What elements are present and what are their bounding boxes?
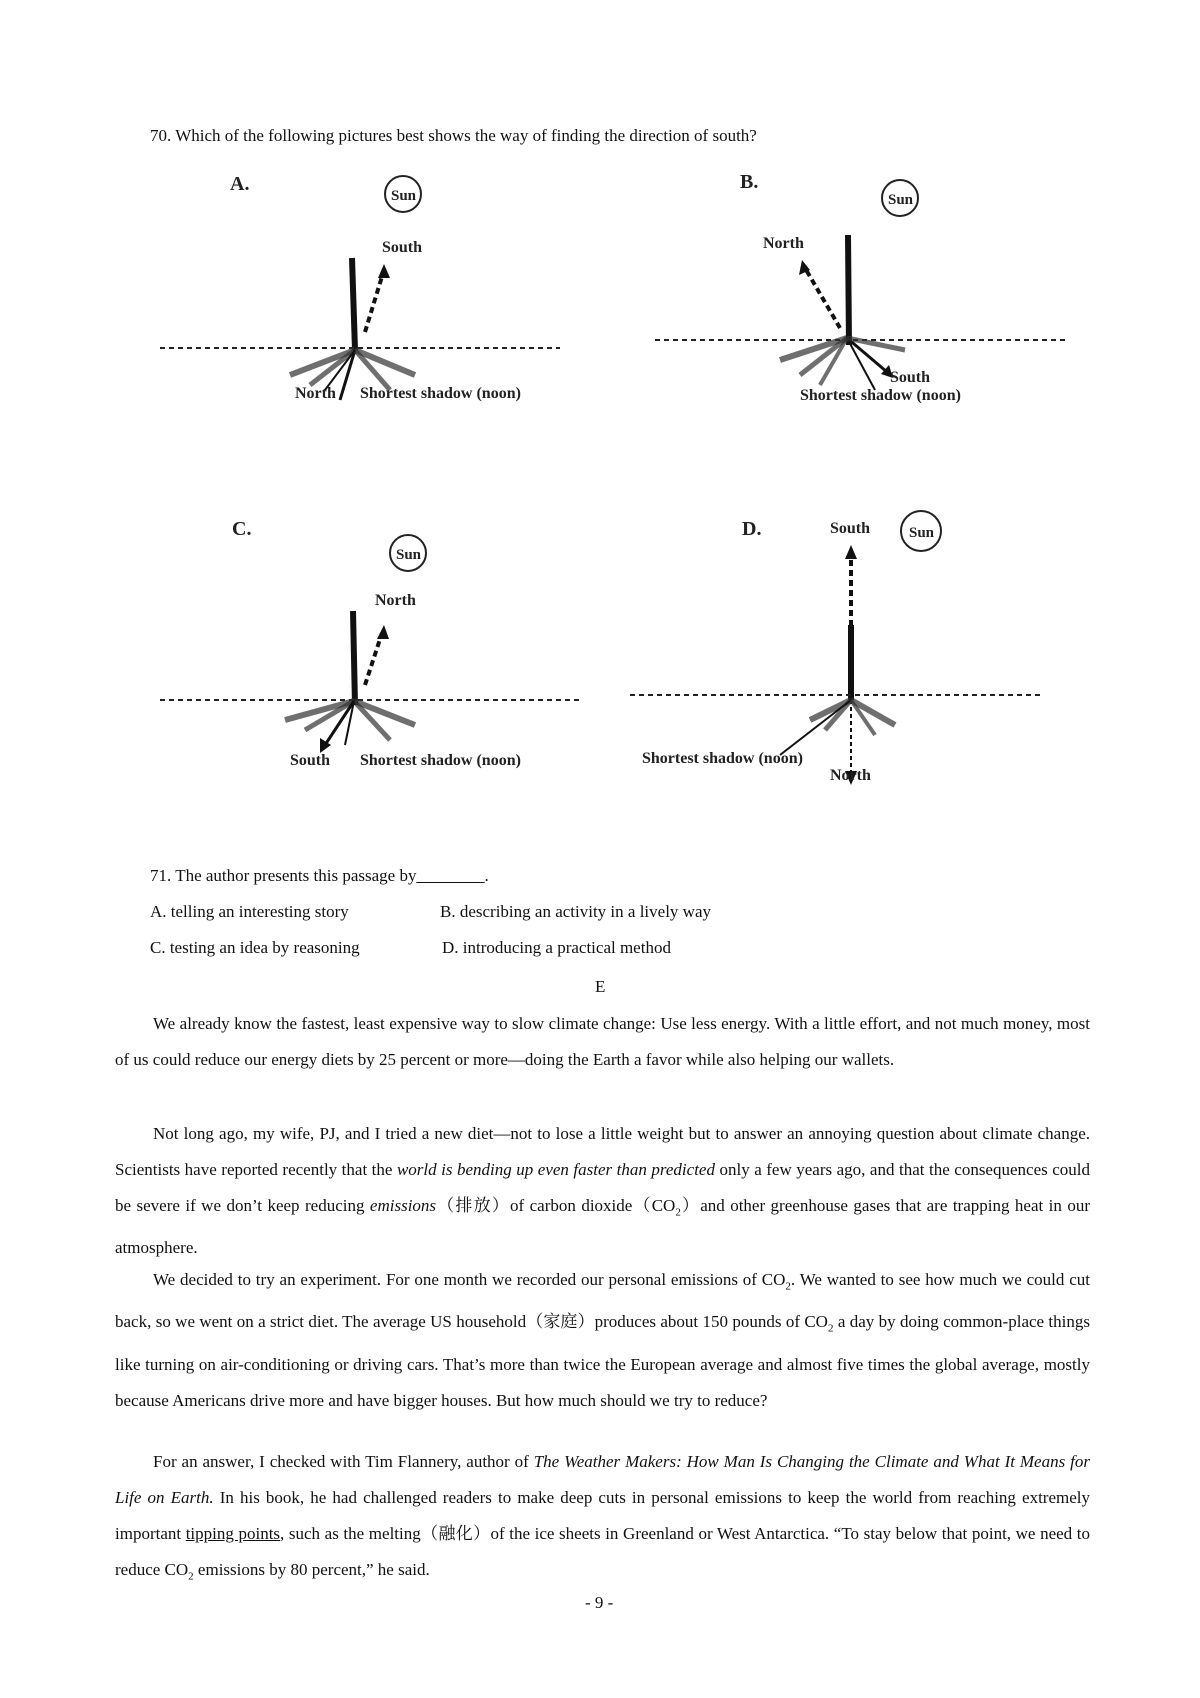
diagram-c	[160, 505, 580, 785]
question-71-blank: ________	[416, 866, 485, 885]
paragraph-3-text-1: We decided to try an experiment. For one month we recorded our personal emissions of CO	[153, 1270, 786, 1289]
paragraph-3-sub-2: 2	[827, 1322, 834, 1335]
paragraph-4-sub: 2	[188, 1570, 194, 1583]
question-71-option-d: D. introducing a practical method	[442, 938, 671, 957]
diagram-b	[655, 160, 1075, 440]
paragraph-4	[115, 1444, 1090, 1594]
diagram-d-arrow-label: South	[830, 520, 871, 537]
diagram-c-shadow-label: Shortest shadow (noon)	[360, 752, 521, 769]
paragraph-4-text-4: emissions by 80 percent,” he said.	[193, 1560, 430, 1579]
paragraph-1	[115, 1006, 1090, 1078]
section-heading: E	[595, 977, 606, 996]
question-71-prefix: 71. The author presents this passage by	[150, 866, 417, 885]
paragraph-2-text-4: ）and other greenhouse gases that are trapping heat in our atmosphere.	[115, 1196, 1090, 1258]
paragraph-1-text: We already know the fastest, least expensive way to slow climate change: Use less energy. With a little effort, and not much money, most of us could reduce our energy diets by 25 percent or more—doing the Earth a favor while also helping our wallets.	[115, 1014, 1090, 1069]
diagram-b-letter: B.	[740, 171, 759, 193]
paragraph-2-text-1: Not long ago, my wife, PJ, and I tried a new diet—not to lose a little weight but to answer an annoying question about climate change. Scientists have reported recently that the	[115, 1124, 1090, 1179]
diagram-d	[630, 505, 1060, 805]
question-70: 70. Which of the following pictures best shows the way of finding the direction of south?	[150, 126, 757, 145]
diagram-b-sun: Sun	[888, 192, 914, 208]
diagram-a-sun: Sun	[391, 188, 417, 204]
paragraph-3-sub-1: 2	[785, 1280, 791, 1293]
question-71-option-c: C. testing an idea by reasoning	[150, 938, 360, 957]
diagram-c-letter: C.	[232, 518, 252, 540]
paragraph-2-sub: 2	[675, 1206, 681, 1219]
diagram-a-left-label: North	[295, 385, 336, 402]
diagram-b-shadow-label: Shortest shadow (noon)	[800, 387, 961, 404]
paragraph-4-text-1: For an answer, I checked with Tim Flannery, author of	[153, 1452, 534, 1471]
diagram-b-arrow-label: North	[763, 235, 804, 252]
question-71-stem	[150, 866, 489, 886]
question-71-option-b: B. describing an activity in a lively way	[440, 902, 711, 921]
diagram-c-left-label: South	[290, 752, 331, 769]
diagram-c-arrow-label: North	[375, 592, 416, 609]
diagram-a	[160, 160, 580, 440]
diagram-a-shadow-label: Shortest shadow (noon)	[360, 385, 521, 402]
paragraph-4-book-title: The Weather Makers: How Man Is Changing the Climate and What It Means for Life on Earth.	[115, 1452, 1090, 1507]
paragraph-4-text-2: In his book, he had challenged readers to make deep cuts in personal emissions to keep the world from reaching extremely important	[115, 1488, 1090, 1543]
question-71-suffix: .	[484, 866, 489, 885]
paragraph-4-tipping-points: tipping points	[185, 1524, 281, 1543]
diagram-d-bottom-label: North	[830, 767, 871, 784]
diagram-d-sun: Sun	[909, 525, 935, 541]
paragraph-2-italic-1: world is bending up even faster than predicted	[396, 1160, 715, 1179]
paragraph-3-text-3: a day by doing common-place things like turning on air-conditioning or driving cars. That’s more than twice the European average and almost five times the global average, mostly because Americans drive more and have bigger houses. But how much should we try to reduce?	[115, 1312, 1090, 1410]
diagram-b-right-label: South	[890, 369, 931, 386]
diagram-a-letter: A.	[230, 173, 250, 195]
paragraph-3-text-2: . We wanted to see how much we could cut back, so we went on a strict diet. The average US household（家庭）produces about 150 pounds of CO	[115, 1270, 1091, 1332]
paragraph-2-italic-2: emissions	[369, 1196, 437, 1215]
paragraph-2-text-2: only a few years ago, and that the consequences could be severe if we don’t keep reducing	[115, 1160, 1091, 1215]
question-71-option-a: A. telling an interesting story	[150, 902, 349, 921]
paragraph-2-text-3: （排放）of carbon dioxide（CO	[436, 1196, 676, 1215]
diagram-d-letter: D.	[742, 518, 762, 540]
diagram-d-shadow-label: Shortest shadow (noon)	[642, 750, 803, 767]
paragraph-3	[115, 1262, 1090, 1419]
diagram-c-sun: Sun	[396, 547, 422, 563]
page-number: - 9 -	[585, 1593, 614, 1612]
paragraph-2	[115, 1116, 1090, 1266]
paragraph-4-text-3: , such as the melting（融化）of the ice sheets in Greenland or West Antarctica. “To stay below that point, we need to reduce CO	[115, 1524, 1090, 1579]
diagram-a-arrow-label: South	[382, 239, 423, 256]
